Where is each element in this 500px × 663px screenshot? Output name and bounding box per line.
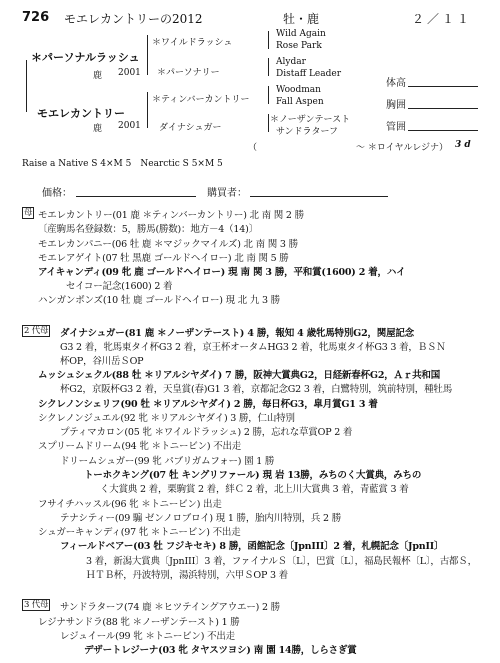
girth-label: 胸囲 — [386, 100, 406, 111]
dam-name: モエレカントリー — [37, 107, 125, 120]
section-label: 3 代母 — [24, 600, 49, 610]
g3-1: Wild Again — [276, 29, 326, 39]
sire-color: 鹿 — [93, 71, 103, 81]
text-line: トーホクキング(07 牡 キングリファール) 現 岩 13勝，みちのく大賞典，みちの — [84, 470, 422, 481]
g3-5: Woodman — [276, 85, 321, 95]
text-line: 3 着，新潟大賞典〔JpnIII〕3 着，ファイナルＳ〔L〕，巴賞〔L〕，福島民報杯〔L〕，古都Ｓ， — [86, 556, 477, 567]
g3-3: Alydar — [276, 57, 306, 67]
text-line: ドリームシュガー(99 牝 パブリガムフォー) 園 1 勝 — [60, 456, 275, 467]
text-line: ムッシュシェクル(88 牡 ＊リアルシヤダイ) 7 勝，阪神大賞典G2，日経新春杯G2，Ａｒ共和国 — [38, 370, 441, 381]
text-line: デザートレジーナ(03 牝 タヤスツヨシ) 南 園 14勝，しらさぎ賞 — [84, 645, 357, 656]
text-line: 杯OP，谷川岳ＳOP — [60, 356, 144, 367]
dam-year: 2001 — [118, 121, 141, 131]
sire-sire-name: ＊ワイルドラッシュ — [152, 38, 233, 48]
text-line: レジュイール(99 牝 ＊トニービン) 不出走 — [60, 631, 235, 642]
text-line: フィールドベアー(03 牡 フジキセキ) 8 勝，函館記念〔JpnIII〕2 着，札幌記念〔JpnII〕 — [60, 541, 444, 552]
horse-name: モエレカントリーの2012 — [64, 12, 203, 26]
text-line: アイキャンディ(09 牝 鹿 ゴールドヘイロー) 現 南 関 3 勝，平和賞(1600) 2 着，ハイ — [38, 267, 406, 278]
text-line: シクレノンジュエル(92 牝 ＊リアルシヤダイ) 3 勝，仁山特別 — [38, 413, 295, 424]
text-line: フサイチハッスル(96 牝 ＊トニービン) 出走 — [38, 499, 222, 510]
text-line: テナシティー(09 騸 ゼンノロブロイ) 現 1 勝，胎内川特別，兵 2 勝 — [60, 513, 342, 524]
text-line: 〔産駒馬名登録数：5，勝馬(勝数)：地方－4（14)〕 — [38, 224, 258, 235]
buyer-label: 購買者： — [207, 188, 247, 199]
text-line: モエレカンパニー(06 牡 鹿 ＊マジックマイルズ) 北 南 関 3 勝 — [38, 239, 298, 250]
text-line: ダイナシュガー(81 鹿 ＊ノーザンテースト) 4 勝，報知 4 歳牝馬特別G2，関屋記念 — [60, 328, 414, 339]
sire-year: 2001 — [118, 68, 141, 78]
text-line: G3 2 着，牝馬東タイ杯G3 2 着，京王杯オータムHG3 2 着，牝馬東タイ杯G3 3 着，ＢＳＮ — [60, 342, 446, 353]
text-line: シュガーキャンディ(97 牝 ＊トニービン) 不出走 — [38, 527, 241, 538]
g3-7: ＊ノーザンテースト — [270, 115, 351, 125]
sire-name: ＊パーソナルラッシュ — [31, 51, 140, 64]
height-label: 体高 — [386, 78, 406, 89]
text-line: スプリームドリーム(94 牝 ＊トニービン) 不出走 — [38, 441, 242, 452]
sex-color: 牡・鹿 — [283, 12, 320, 26]
dam-sire-name: ＊ティンバーカントリー — [152, 95, 250, 105]
birth-date: ２／１１ — [412, 12, 473, 26]
family-note: （ 〜 ＊ロイヤルレジナ） — [248, 143, 449, 153]
family-number: 3 d — [455, 140, 471, 150]
text-line: モエレアゲイト(07 牡 黒鹿 ゴールドヘイロー) 北 南 関 5 勝 — [38, 253, 289, 264]
text-line: プティマカロン(05 牝 ＊ワイルドラッシュ) 2 勝，忘れな草賞OP 2 着 — [60, 427, 353, 438]
dam-dam-name: ダイナシュガー — [159, 123, 222, 133]
text-line: シクレノンシェリフ(90 牡 ＊リアルシヤダイ) 2 勝，毎日杯G3，皐月賞G1 3 着 — [38, 399, 378, 410]
g3-8: サンドラターフ — [276, 127, 339, 137]
g3-2: Rose Park — [276, 41, 322, 51]
text-line: 杯G2，京阪杯G3 2 着，天皇賞(春)G1 3 着，京都記念G2 3 着，白鷺特別，筑前特別，種牡馬 — [60, 384, 452, 395]
sire-dam-name: ＊パーソナリー — [157, 68, 220, 78]
inbreeding-note: Raise a Native S 4×M 5 Nearctic S 5×M 5 — [22, 159, 223, 169]
text-line: ハンガンボンズ(10 牡 鹿 ゴールドヘイロー) 現 北 九 3 勝 — [38, 295, 280, 306]
text-line: ＨＴＢ杯，丹波特別，湯浜特別，六甲ＳOP 3 着 — [86, 570, 288, 581]
dam-color: 鹿 — [93, 124, 103, 134]
g3-4: Distaff Leader — [276, 69, 342, 79]
text-line: く大賞典 2 着，栗駒賞 2 着，絆Ｃ 2 着，北上川大賞典 3 着，青藍賞 3 着 — [100, 484, 409, 495]
lot-number: 726 — [22, 10, 50, 25]
section-label: 2 代母 — [24, 326, 49, 336]
text-line: セイコー記念(1600) 2 着 — [66, 281, 173, 292]
text-line: レジナサンドラ(88 牝 ＊ノーザンテースト) 1 勝 — [38, 617, 240, 628]
section-label: 母 — [24, 208, 33, 218]
text-line: サンドラターフ(74 鹿 ＊ヒツテイングアウエー) 2 勝 — [60, 602, 280, 613]
cannon-label: 管囲 — [386, 122, 406, 133]
text-line: モエレカントリー(01 鹿 ＊ティンバーカントリー) 北 南 関 2 勝 — [38, 210, 304, 221]
g3-6: Fall Aspen — [276, 97, 324, 107]
price-label: 価格： — [42, 188, 72, 199]
